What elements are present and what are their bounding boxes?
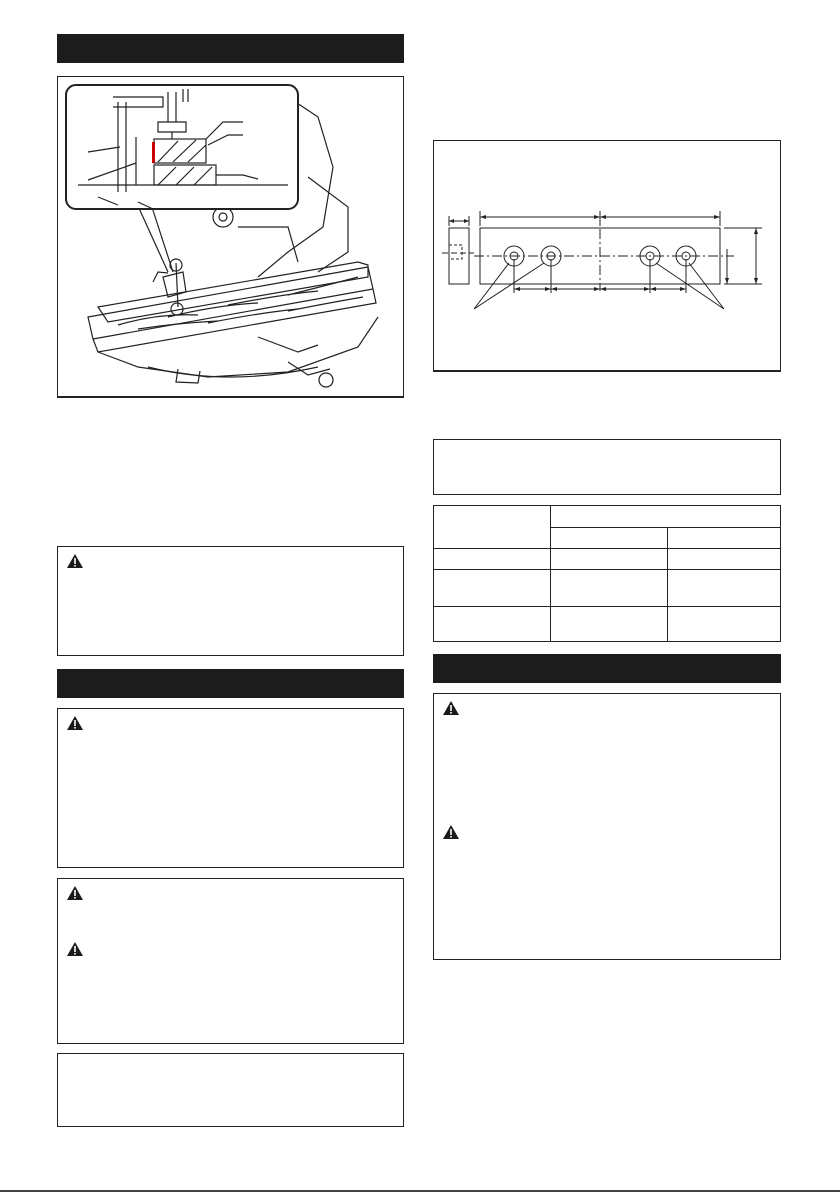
table-cell xyxy=(434,549,551,570)
miter-saw-illustration xyxy=(58,77,403,396)
warning-box-3 xyxy=(57,878,404,1044)
table-header-cell xyxy=(434,506,551,549)
note-box-right xyxy=(433,439,781,495)
table-cell xyxy=(551,607,668,642)
table-header-cell xyxy=(551,506,781,528)
wood-facing-dimension-drawing xyxy=(434,141,780,370)
table-cell xyxy=(434,570,551,607)
table-header-cell xyxy=(551,528,668,549)
warning-triangle-icon xyxy=(66,715,84,731)
specification-table xyxy=(433,505,781,642)
table-cell xyxy=(668,549,781,570)
warning-triangle-icon xyxy=(66,941,84,957)
note-box xyxy=(57,1053,404,1127)
warning-triangle-icon xyxy=(66,885,84,901)
warning-box-right xyxy=(433,693,781,960)
table-cell xyxy=(434,607,551,642)
warning-box-1 xyxy=(57,546,404,656)
table-cell xyxy=(551,570,668,607)
table-header-cell xyxy=(668,528,781,549)
figure-wood-facing-drawing xyxy=(433,140,781,372)
warning-triangle-icon xyxy=(442,700,460,716)
table-cell xyxy=(551,549,668,570)
warning-box-2 xyxy=(57,708,404,868)
table-cell xyxy=(668,570,781,607)
section-header-bar-right xyxy=(433,654,781,683)
table-cell xyxy=(668,607,781,642)
warning-triangle-icon xyxy=(442,824,460,840)
section-header-bar-left-top xyxy=(57,34,404,63)
warning-triangle-icon xyxy=(66,553,84,569)
section-header-bar-left-mid xyxy=(57,669,404,698)
figure-miter-saw xyxy=(57,76,404,398)
